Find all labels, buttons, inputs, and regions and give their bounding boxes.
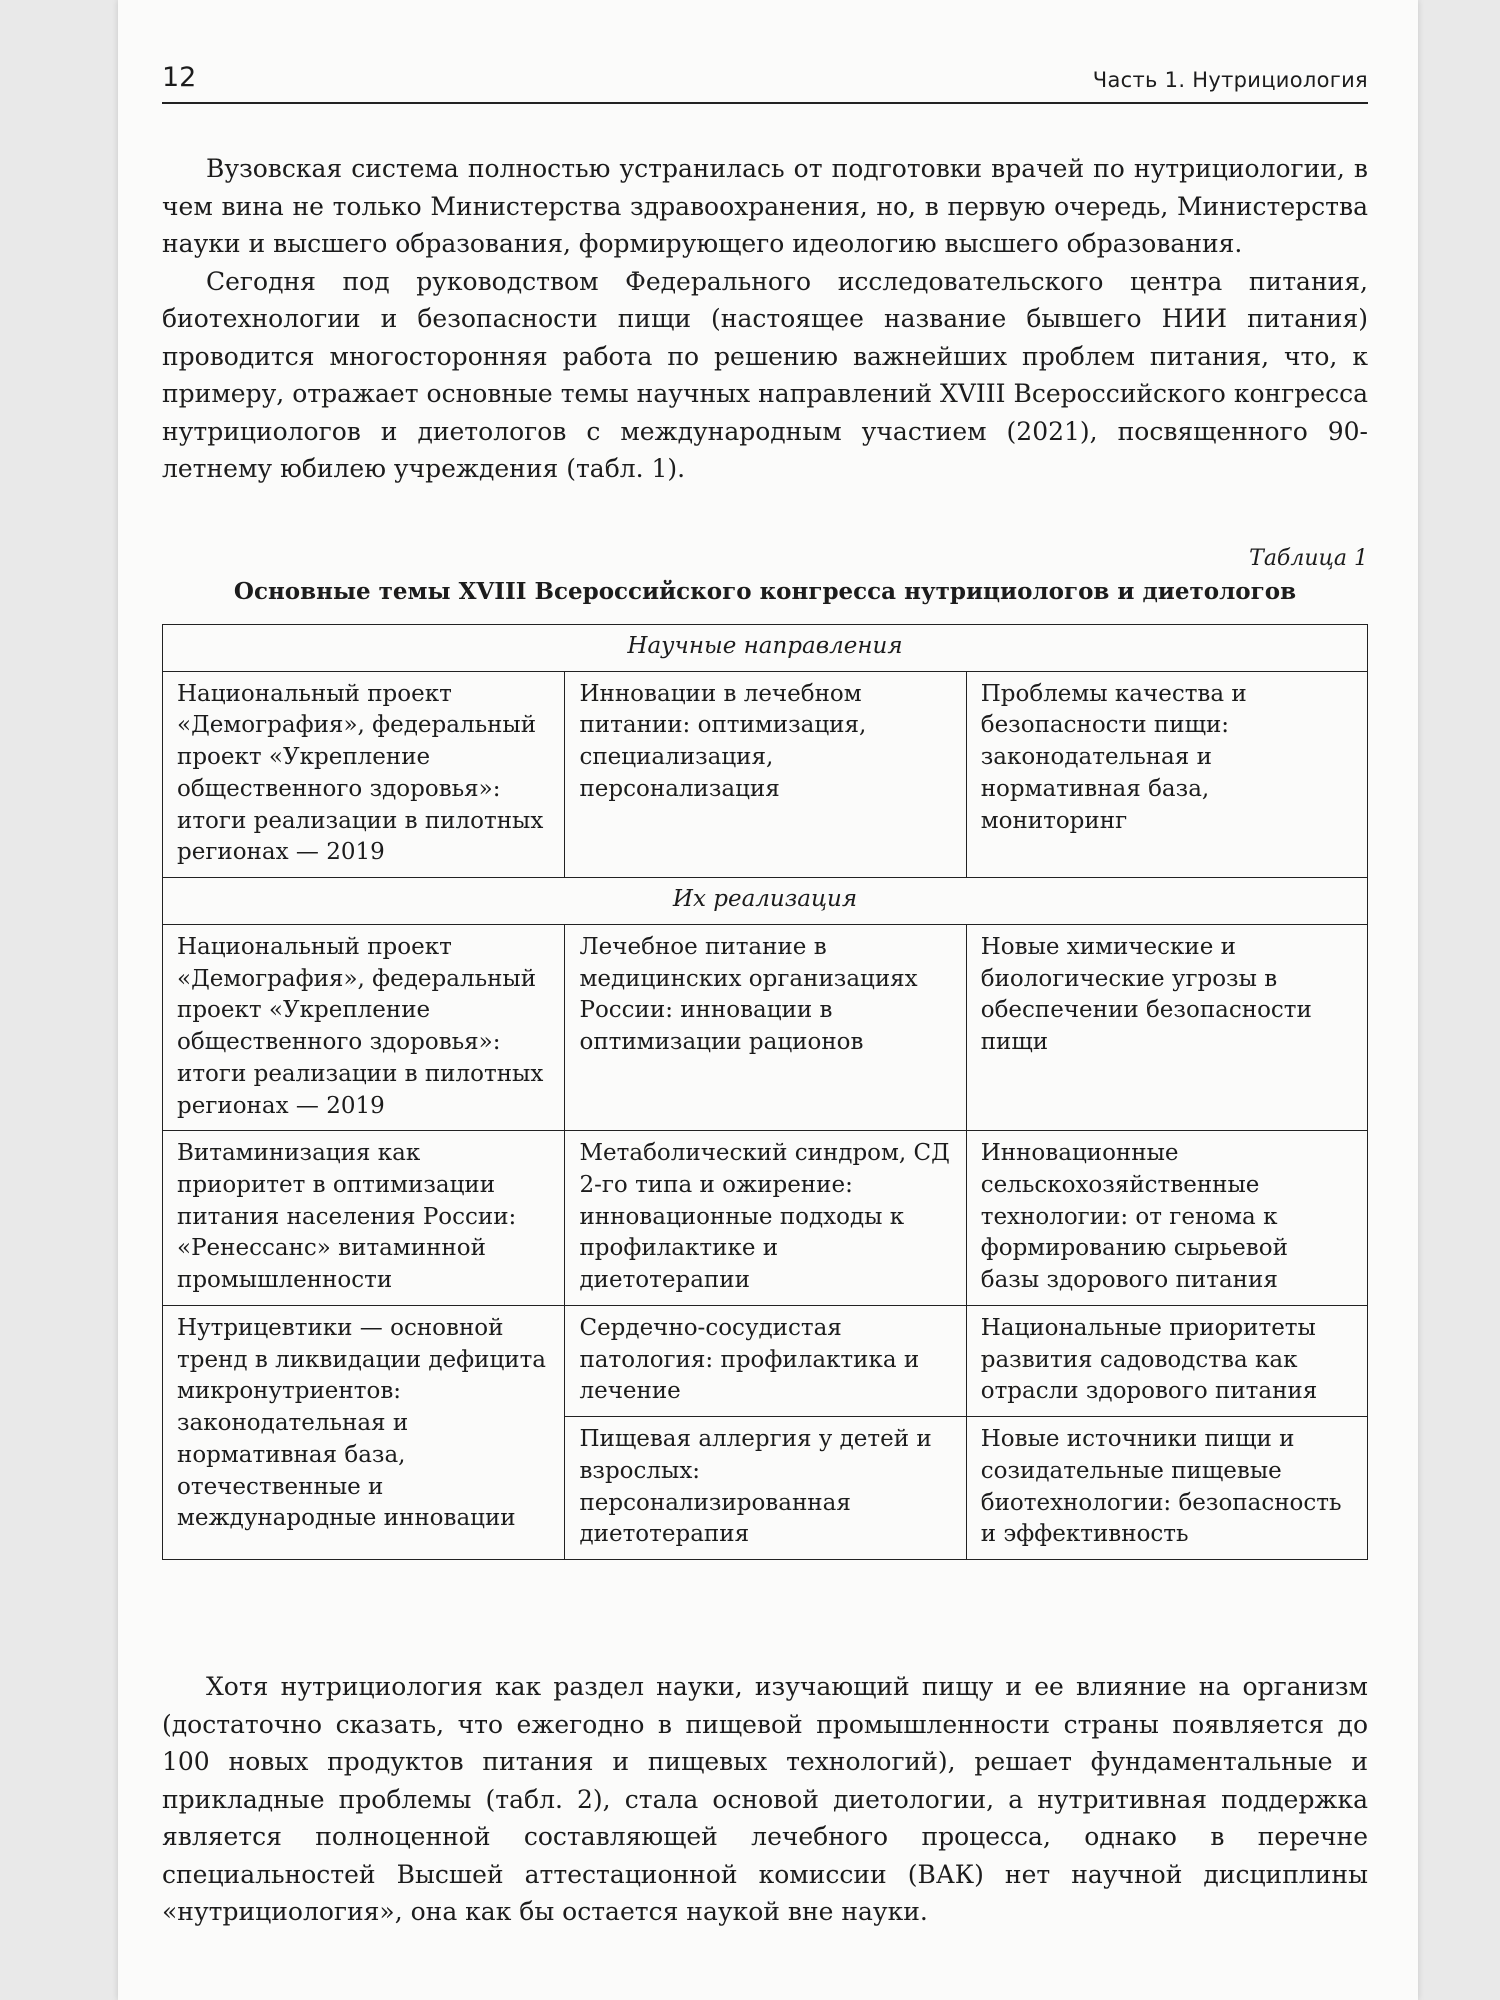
topics-table-wrapper: [162, 624, 1368, 1560]
table-cell: Лечебное питание в медицинских организациях России: инновации в оптимизации рационов: [565, 924, 966, 1130]
paragraph: Хотя нутрициология как раздел науки, изучающий пищу и ее влияние на организм (достаточно сказать, что ежегодно в пищевой промышленности страны появляется до 100 новых продуктов питания и пищевых технологий), решает фундаментальные и прикладные проблемы (табл. 2), стала основой диетологии, а нутритивная поддержка является полноценной составляющей лечебного процесса, однако в перечне специальностей Высшей аттестационной комиссии (ВАК) нет научной дисциплины «нутрициология», она как бы остается наукой вне науки.: [162, 1672, 1368, 1926]
table-cell: Сердечно-сосудистая патология: профилактика и лечение: [565, 1305, 966, 1416]
table-section-row: [163, 878, 1368, 925]
table-cell: Метаболический синдром, СД 2-го типа и ожирение: инновационные подходы к профилактике и диетотерапии: [565, 1131, 966, 1306]
text-block-top: [162, 150, 1368, 488]
book-page: [118, 0, 1418, 2000]
paragraph: Вузовская система полностью устранилась от подготовки врачей по нутрициологии, в чем вина не только Министерства здравоохранения, но, в первую очередь, Министерства науки и высшего образования, формирующего идеологию высшего образования.: [162, 154, 1368, 258]
table-cell: Проблемы качества и безопасности пищи: законодательная и нормативная база, мониторинг: [966, 671, 1367, 877]
running-header: [162, 62, 1368, 104]
table-caption: Таблица 1: [1249, 546, 1368, 571]
table-section-row: [163, 625, 1368, 672]
section-header-implementation: Их реализация: [163, 878, 1368, 925]
table-cell: Национальный проект «Демография», федеральный проект «Укрепление общественного здоровья»: итоги реализации в пилотных регионах — 2019: [163, 671, 565, 877]
table-row: [163, 1305, 1368, 1416]
section-title: Часть 1. Нутрициология: [1092, 68, 1368, 92]
table-cell: Национальные приоритеты развития садоводства как отрасли здорового питания: [966, 1305, 1367, 1416]
table-cell: Инновации в лечебном питании: оптимизация, специализация, персонализация: [565, 671, 966, 877]
section-header-directions: Научные направления: [163, 625, 1368, 672]
table-row: [163, 1131, 1368, 1306]
table-row: [163, 671, 1368, 877]
paragraph: Сегодня под руководством Федерального исследовательского центра питания, биотехнологии и безопасности пищи (настоящее название бывшего НИИ питания) проводится многосторонняя работа по решению важнейших проблем питания, что, к примеру, отражает основные темы научных направлений XVIII Всероссийского конгресса нутрициологов и диетологов с международным участием (2021), посвященного 90-летнему юбилею учреждения (табл. 1).: [162, 266, 1368, 483]
table-cell: Инновационные сельскохозяйственные технологии: от генома к формированию сырьевой базы здорового питания: [966, 1131, 1367, 1306]
table-cell: Нутрицевтики — основной тренд в ликвидации дефицита микронутриентов: законодательная и нормативная база, отечественные и международные инновации: [163, 1305, 565, 1559]
table-cell: Новые источники пищи и созидательные пищевые биотехнологии: безопасность и эффективность: [966, 1417, 1367, 1560]
table-cell: Витаминизация как приоритет в оптимизации питания населения России: «Ренессанс» витаминной промышленности: [163, 1131, 565, 1306]
page-number: 12: [162, 62, 197, 93]
table-row: [163, 924, 1368, 1130]
table-cell: Новые химические и биологические угрозы в обеспечении безопасности пищи: [966, 924, 1367, 1130]
table-cell: Национальный проект «Демография», федеральный проект «Укрепление общественного здоровья»: итоги реализации в пилотных регионах — 2019: [163, 924, 565, 1130]
text-block-bottom: [162, 1668, 1368, 1931]
topics-table: [162, 624, 1368, 1560]
table-cell: Пищевая аллергия у детей и взрослых: персонализированная диетотерапия: [565, 1417, 966, 1560]
table-title: Основные темы XVIII Всероссийского конгресса нутрициологов и диетологов: [233, 578, 1297, 605]
